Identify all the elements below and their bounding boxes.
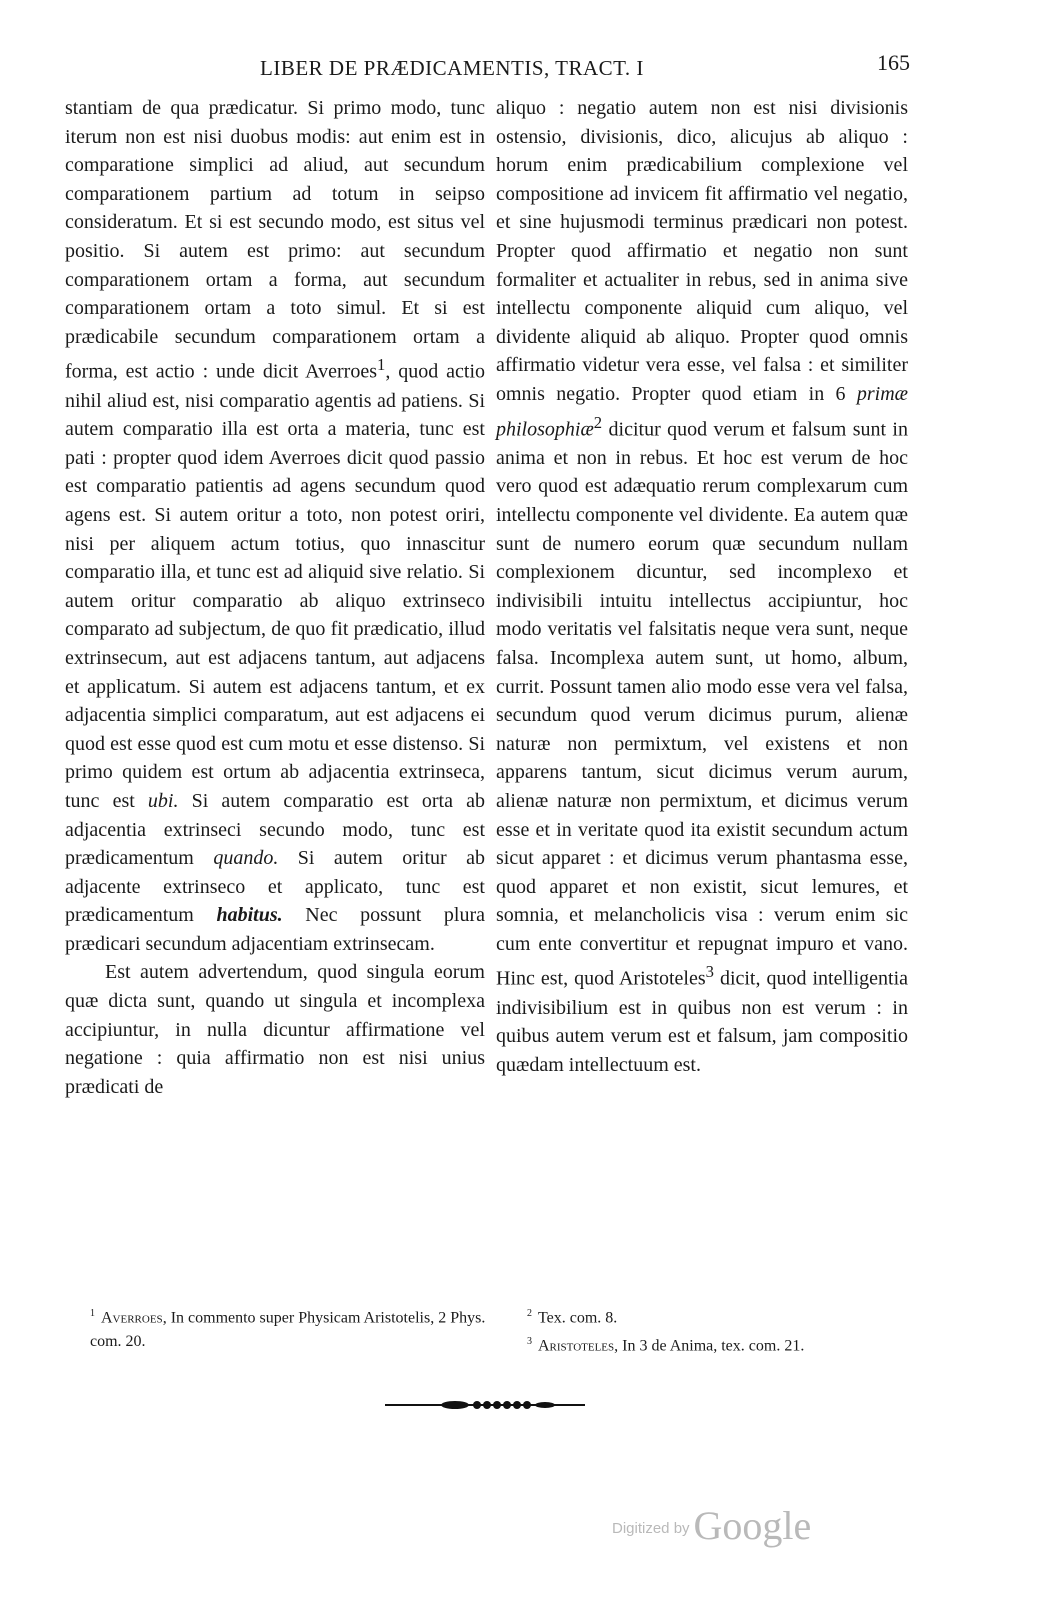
text-run: aliquo : negatio autem non est nisi divisionis ostensio, divisionis, dico, alicujus ab aliquo : horum enim prædicabilium complexione vel compositione ad invicem fit affirmatio vel negatio, et sine hujusmodi terminus prædicari non potest. Propter quod affirmatio et negatio non sunt formaliter et actualiter in rebus, sed in anima sive intellectu componente aliquid cum aliquo, vel dividente aliquid ab aliquo. Propter quod omnis affirmatio videtur vera esse, vel falsa : et similiter omnis negatio. Propter quod etiam in 6 xyxy=(496,97,908,405)
text-run: primæ philosophiæ xyxy=(496,382,908,441)
digitized-by-google-watermark xyxy=(612,1502,812,1548)
footnote-reference: 3 xyxy=(705,962,714,982)
text-run: Si autem oritur ab adjacente extrinseco et applicato, tunc est prædicamentum xyxy=(65,847,486,927)
footnotes-left xyxy=(90,1302,490,1354)
footnote-mark: 3 xyxy=(527,1336,532,1348)
text-run: quando. xyxy=(213,847,279,870)
text-run: Nec possunt plura prædicari secundum adjacentiam extrinsecam. xyxy=(65,904,485,955)
text-run: Si autem comparatio est orta ab adjacentia extrinseci secundo modo, tunc est prædicamentum xyxy=(65,789,485,870)
watermark-small-text: Digitized by xyxy=(612,1520,690,1537)
text-run: stantiam de qua prædicatur. Si primo modo, tunc iterum non est nisi duobus modis: aut enim est in comparatione simplici ad aliud, aut secundum comparationem partium ad totum in seipso consideratum. Et si est secundo modo, est situs vel positio. Si autem est primo: aut secundum comparationem ortam a forma, aut secundum comparationem ortam a toto simul. Et si est prædicabile secundum comparationem ortam a forma, est actio : unde dicit Averroes xyxy=(65,97,485,383)
footnote-author: Averroes xyxy=(101,1309,163,1327)
footnote-text: Tex. com. 8. xyxy=(538,1309,618,1327)
footnote xyxy=(527,1330,927,1358)
text-run: , quod actio nihil aliud est, nisi comparatio agentis ad patiens. Si autem comparatio illa est orta a materia, tunc est pati : propter quod idem Averroes dicit quod passio est comparatio patientis ad agens secundum quod agens est. Si autem oritur a toto, non potest oriri, nisi per aliquem actum totius, quo innascitur comparatio illa, et tunc est ad aliquid sive relatio. Si autem oritur comparatio ab aliquo extrinseco comparato ad subjectum, de quo fit prædicatio, illud extrinsecum, aut est adjacens tantum, aut adjacens et applicatum. Si autem est adjacens tantum, et ex adjacentia simplici comparatum, aut est adjacens ei quod est esse quod est cum motu et esse distenso. Si primo quidem est ortum ab adjacentia extrinseca, tunc est xyxy=(65,361,485,812)
paragraph xyxy=(65,958,485,1101)
footnote-text: , In 3 de Anima, tex. com. 21. xyxy=(614,1337,805,1355)
page-number: 165 xyxy=(877,50,910,75)
footnote-mark: 1 xyxy=(90,1308,95,1319)
footnote-author: Aristoteles xyxy=(538,1337,615,1355)
footnotes-right xyxy=(527,1302,927,1359)
text-run: dicitur quod verum et falsum sunt in anima et non in rebus. Et hoc est verum de hoc vero quod est adæquatio rerum complexarum cum intellectu componente vel dividente. Ea autem quæ sunt de numero eorum quæ secundum nullam complexionem dicuntur, sed incomplexo et indivisibili intuitu intellectus accipiuntur, hoc modo veritatis vel falsitatis neque vera sunt, neque falsa. Incomplexa autem sunt, ut homo, album, currit. Possunt tamen alio modo esse vera vel falsa, secundum quod verum dicimus purum, alienæ naturæ non permixtum, vel existens et non apparens tantum, sicut dicimus verum aurum, alienæ naturæ non permixtum, et dicimus verum esse et in veritate quod ita existit secundum actum sicut apparet : et dicimus verum phantasma esse, quod apparet et non existit, sicut lemures, et somnia, et melancholicis visa : verum enim sic cum ente convertitur et repugnat impuro et vano. Hinc est, quod Aristoteles xyxy=(496,418,908,991)
google-logo: Google xyxy=(693,1503,812,1548)
paragraph xyxy=(65,94,485,958)
text-column-left xyxy=(65,94,485,1101)
ornament-divider xyxy=(385,1398,585,1412)
footnote-reference: 1 xyxy=(376,355,386,375)
text-column-right xyxy=(496,94,908,1080)
footnote xyxy=(90,1302,490,1354)
footnote xyxy=(527,1302,927,1330)
footnote-text: , In commento super Physicam Aristotelis, 2 Phys. com. 20. xyxy=(90,1309,486,1351)
page-header xyxy=(70,50,910,80)
text-run: dicit, quod intelligentia indivisibilium est in quibus non est verum : in quibus autem verum est et falsum, jam compositio quædam intellectuum est. xyxy=(496,968,909,1076)
running-title: LIBER DE PRÆDICAMENTIS, TRACT. I xyxy=(260,56,644,80)
paragraph xyxy=(496,94,908,1080)
footnote-reference: 2 xyxy=(593,412,603,432)
text-run: habitus. xyxy=(216,904,283,927)
text-run: Est autem advertendum, quod singula eorum quæ dicta sunt, quando ut singula et incomplexa accipiuntur, in nulla dicuntur affirmatione vel negatione : quia affirmatio non est nisi unius prædicati de xyxy=(65,961,485,1098)
text-run: ubi. xyxy=(147,789,179,812)
footnote-mark: 2 xyxy=(527,1308,532,1319)
